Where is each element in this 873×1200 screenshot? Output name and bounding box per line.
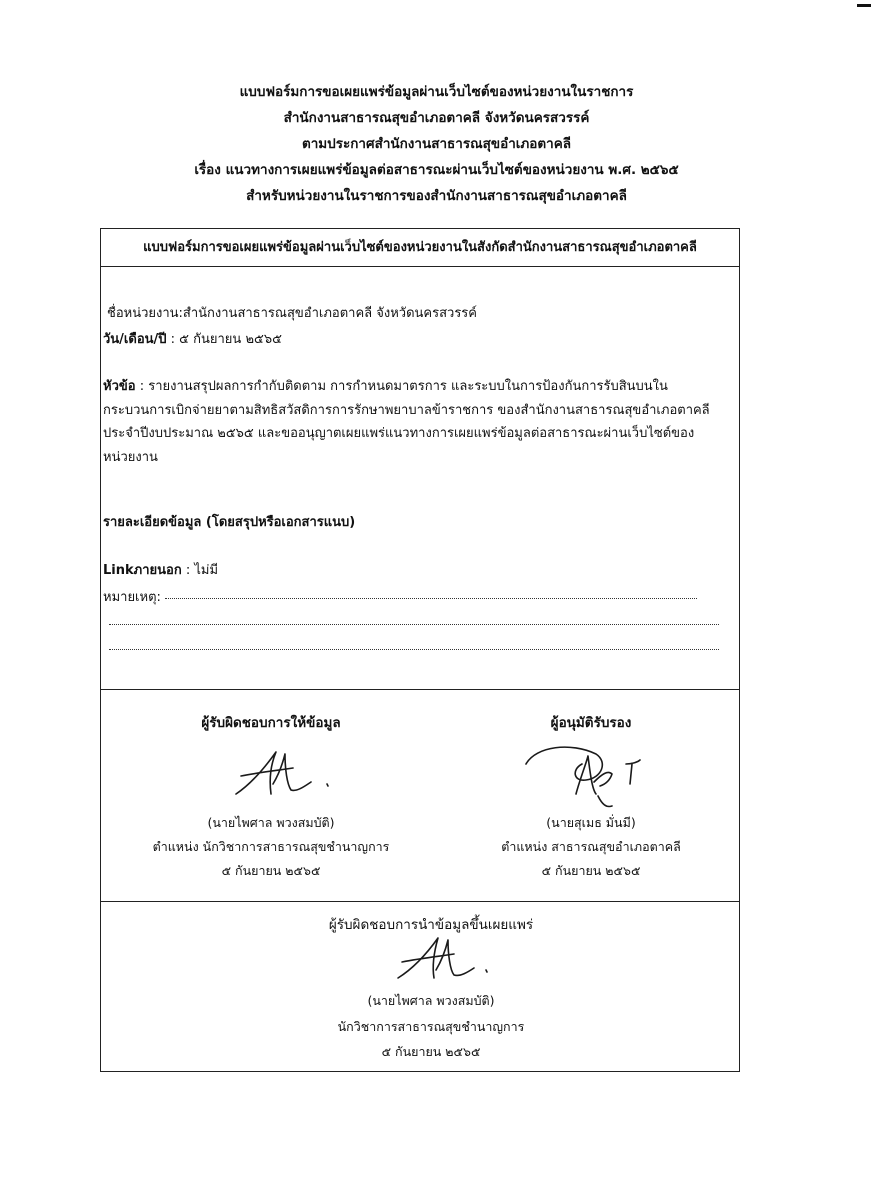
topic-line-3: ประจำปีงบประมาณ ๒๕๖๕ และขออนุญาตเผยแพร่แนวทางการเผยแพร่ข้อมูลต่อสาธารณะผ่านเว็บไซต์ของ — [103, 426, 695, 441]
date-value: : ๕ กันยายน ๒๕๖๕ — [166, 332, 282, 347]
agency-row — [107, 302, 477, 323]
approver-name: (นายสุเมธ มั่นมี) — [546, 815, 636, 830]
form-title: แบบฟอร์มการขอเผยแพร่ข้อมูลผ่านเว็บไซต์ของหน่วยงานในสังกัดสำนักงานสาธารณสุขอำเภอตาคลี — [143, 240, 697, 255]
remark-label: หมายเหตุ: — [103, 590, 161, 605]
topic-line-4: หน่วยงาน — [103, 449, 158, 465]
publisher-signature — [386, 932, 496, 987]
topic-label: หัวข้อ — [103, 379, 136, 394]
agency-label: ชื่อหน่วยงาน: — [107, 306, 183, 321]
remark-dotted-line-1 — [165, 598, 697, 599]
publisher-divider — [101, 901, 739, 902]
topic-paragraph — [103, 375, 739, 469]
publisher-position: นักวิชาการสาธารณสุขชำนาญการ — [337, 1019, 525, 1034]
responsible-name: (นายไพศาล พวงสมบัติ) — [207, 815, 335, 830]
responsible-signature — [221, 744, 341, 804]
scan-mark — [857, 4, 871, 7]
details-label: รายละเอียดข้อมูล (โดยสรุปหรือเอกสารแนบ) — [103, 515, 356, 530]
link-value: : ไม่มี — [181, 563, 219, 578]
date-row — [103, 328, 282, 349]
responsible-date: ๕ กันยายน ๒๕๖๕ — [221, 863, 321, 878]
agency-value: สำนักงานสาธารณสุขอำเภอตาคลี จังหวัดนครสวรรค์ — [182, 306, 477, 321]
publisher-date: ๕ กันยายน ๒๕๖๕ — [381, 1044, 481, 1059]
topic-line-1: : รายงานสรุปผลการกำกับติดตาม การกำหนดมาตรการ และระบบในการป้องกันการรับสินบนใน — [135, 379, 668, 394]
header-line-1: แบบฟอร์มการขอเผยแพร่ข้อมูลผ่านเว็บไซต์ของหน่วยงานในราชการ — [239, 84, 634, 100]
link-label: Linkภายนอก — [103, 563, 182, 578]
approver-position: ตำแหน่ง สาธารณสุขอำเภอตาคลี — [501, 839, 681, 854]
approver-date: ๕ กันยายน ๒๕๖๕ — [541, 863, 641, 878]
remark-dotted-line-2 — [109, 624, 719, 625]
signature-divider — [101, 689, 739, 690]
responsible-position: ตำแหน่ง นักวิชาการสาธารณสุขชำนาญการ — [152, 839, 390, 854]
header-line-2: สำนักงานสาธารณสุขอำเภอตาคลี จังหวัดนครสวรรค์ — [283, 110, 590, 126]
remark-dotted-line-3 — [109, 649, 719, 650]
title-divider — [101, 266, 739, 267]
header-line-3: ตามประกาศสำนักงานสาธารณสุขอำเภอตาคลี — [301, 136, 572, 152]
approver-signature — [516, 734, 656, 814]
responsible-heading: ผู้รับผิดชอบการให้ข้อมูล — [201, 715, 341, 731]
header-line-4: เรื่อง แนวทางการเผยแพร่ข้อมูลต่อสาธารณะผ่านเว็บไซต์ของหน่วยงาน พ.ศ. ๒๕๖๕ — [194, 162, 679, 178]
date-label: วัน/เดือน/ปี — [103, 332, 167, 347]
link-row — [103, 559, 218, 580]
publisher-heading: ผู้รับผิดชอบการนำข้อมูลขึ้นเผยแพร่ — [328, 917, 534, 933]
approver-heading: ผู้อนุมัติรับรอง — [550, 715, 632, 731]
header-line-5: สำหรับหน่วยงานในราชการของสำนักงานสาธารณสุขอำเภอตาคลี — [246, 188, 627, 204]
publisher-name: (นายไพศาล พวงสมบัติ) — [367, 993, 495, 1008]
topic-line-2: กระบวนการเบิกจ่ายยาตามสิทธิสวัสดิการการรักษาพยาบาลข้าราชการ ของสำนักงานสาธารณสุขอำเภอตาคลี — [103, 402, 710, 418]
form-box — [100, 228, 740, 1072]
